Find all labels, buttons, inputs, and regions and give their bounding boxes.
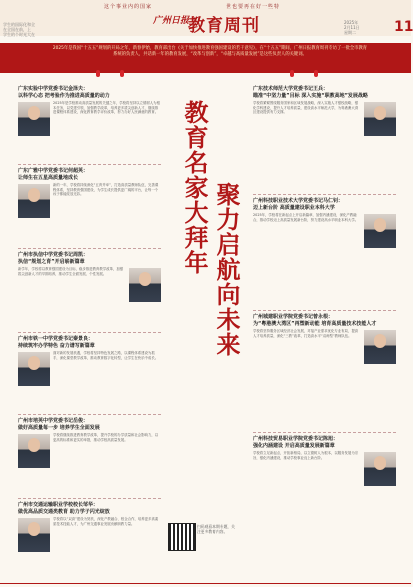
- article-body: 学校将坚持服务区域经济社会发展，对接产业需求优化专业布局，提高人才培养质量，深化“三教”改革，打造高水平“双师型”教师队伍。: [253, 329, 359, 338]
- date-line: 2025年: [344, 20, 359, 25]
- header-meta-line: 在全国在前，上: [3, 27, 31, 32]
- header-meta-line: 学生的个时光大在: [3, 32, 35, 37]
- article-headline: 广东广雅中学党委书记何超英： 让师生在五星高质量地成长: [18, 168, 89, 181]
- portrait-photo: [364, 330, 396, 364]
- article-body: 学校将立足新起点，开拓新格局，以立德树人为根本，以服务发展为宗旨，强化内涵建设，推动学校事业迈上新台阶。: [253, 451, 359, 460]
- portrait-photo: [364, 452, 396, 486]
- header-slogan-left: 这个事业内的国家: [104, 4, 153, 10]
- article-divider: [253, 310, 396, 311]
- main-title-line-2: 聚力启航向未来: [212, 182, 241, 357]
- newspaper-logo: 广州日报: [153, 16, 190, 26]
- article-headline: 广州市交通运输职业学校校长邹华： 做优高品质交通类教育 助力学子闪光绽放: [18, 502, 110, 515]
- article-divider: [18, 332, 161, 333]
- article: [253, 86, 396, 192]
- portrait-photo: [18, 102, 50, 136]
- article-headline: 广州城建职业学院党委书记曾永根： 为“粤港澳大湾区”再塑新动能 培育高质量技术技能人才: [253, 314, 377, 327]
- portrait-photo: [129, 268, 161, 302]
- article-divider: [18, 414, 161, 415]
- article-divider: [18, 164, 161, 165]
- article: [18, 86, 161, 162]
- section-title: 教育周刊: [188, 16, 260, 36]
- page-header: [0, 0, 411, 36]
- portrait-photo: [18, 352, 50, 386]
- footer-rule: [0, 583, 411, 584]
- article-body: 新的一年，学校将持续深化“五育并举”，打造高质量教师队伍，完善课程体系，坚持教育强国建设，为学生成长提供更广阔的平台，让每一个孩子都能绽放光彩。: [53, 183, 159, 197]
- lantern-icon: [96, 70, 100, 77]
- article-divider: [253, 194, 396, 195]
- lantern-icon: [314, 70, 318, 77]
- article: [18, 336, 161, 412]
- main-title-line-1: 教育名家大拜年: [180, 100, 209, 275]
- article: [18, 168, 161, 246]
- article-divider: [253, 432, 396, 433]
- qr-code-icon[interactable]: [168, 523, 196, 551]
- header-left-meta: [3, 22, 35, 37]
- article-body: 2025年是学校推动高质量发展的关键之年，学校将坚持以立德树人为根本任务，以党建引领，加强教学改革，培养更多拔尖创新人才，继续推进课程体系建设，深化教育教学评价改革，努力办好人民满意的教育。: [53, 101, 160, 115]
- article: [253, 198, 396, 308]
- date-line: 2月11日: [344, 25, 360, 30]
- article-headline: 广州市培英中学党委书记岳俊： 做好高质量每一步 培养学生全面发展: [18, 418, 100, 431]
- article-headline: 广州市铁一中学党委书记秦景良： 持续筑牢办学特色 奋力谱写新篇章: [18, 336, 95, 349]
- article-divider: [18, 248, 161, 249]
- portrait-photo: [364, 102, 396, 136]
- portrait-photo: [364, 214, 396, 248]
- intro-banner-text: 2025年是我国“十五五”规划的开局之年，新春伊始，教育部出台《关于加快推进教育强国建设的若干意见》，在“十五五”期间，广州日报教育周刊专访了一批全市教育系统的负责人，共话新一年的教育发展，“改革与创新”，“卓越与高质量发展”是这些负责人的关键词。: [52, 46, 368, 57]
- portrait-photo: [18, 184, 50, 218]
- article: [18, 502, 161, 582]
- article: [253, 436, 396, 582]
- article-body: 新学年，学校将以教育强国建设为目标，稳步推进教育教学改革，加强拔尖创新人才的早期培养，推动学生全面发展、个性发展。: [18, 267, 124, 276]
- article: [18, 252, 161, 330]
- issue-date: [344, 20, 360, 35]
- article-headline: 广州科技职业技术大学党委书记马仁钊： 迈上新台阶 高质量建设职业本科大学: [253, 198, 344, 211]
- article-body: 学校将以“双高”建设为契机，深化产教融合、校企合作，培养更多高素质技术技能人才，为广州交通事业发展贡献职教力量。: [53, 517, 159, 526]
- header-meta-line: 学生的国际化和全: [3, 22, 35, 27]
- lantern-icon: [290, 70, 294, 77]
- article-body: 学校将紧紧围绕服务国家和区域发展战略，深入实施人才强校战略，强化学科建设，提升人才培养质量，建设高水平师范大学，为粤港澳大湾区建设提供有力支撑。: [253, 101, 359, 115]
- qr-caption: 扫码观看本期专题，关注更多教育内容。: [197, 524, 235, 534]
- article-headline: 广东实验中学党委书记金泽夫： 以科学心态 把考验作为推进高质量的动力: [18, 86, 110, 99]
- date-line: 星期二: [344, 30, 356, 35]
- article: [253, 314, 396, 430]
- portrait-photo: [18, 518, 50, 552]
- article-body: 2025年，学校将在新起点上开启新篇章，加强内涵建设，深化产教融合，推动学校迈上高质量发展新台阶，努力建设高水平职业本科大学。: [253, 213, 359, 222]
- header-slogan-right: 世也要再在好一些特: [226, 4, 281, 10]
- article-headline: 广州市执信中学党委书记周凯： 执信“规划之育”开启崭新篇章: [18, 252, 89, 265]
- article-divider: [18, 498, 161, 499]
- lantern-icon: [120, 70, 124, 77]
- portrait-photo: [18, 434, 50, 468]
- article-headline: 广州科技贸易职业学院党委书记陈旭： 强化内涵建设 开启高质量发展新篇章: [253, 436, 339, 449]
- page-number: 11: [394, 19, 413, 35]
- article-body: 学校将继续推进教育教学改革，提升学校的办学质量和社会影响力，以更高的标准和更实的举措，推动学校高质量发展。: [53, 433, 159, 442]
- article: [18, 418, 161, 496]
- article-body: 面对新的发展机遇，学校将坚持特色发展之路，以课程体系建设为抓手，深化课堂教学改革，推动教育数字化转型，让学生在快乐中成长。: [53, 351, 159, 360]
- article-headline: 广东技术师范大学党委书记王兵： 瞄准“中坚力量”目标 深入实施“职教高地”发展战略: [253, 86, 368, 99]
